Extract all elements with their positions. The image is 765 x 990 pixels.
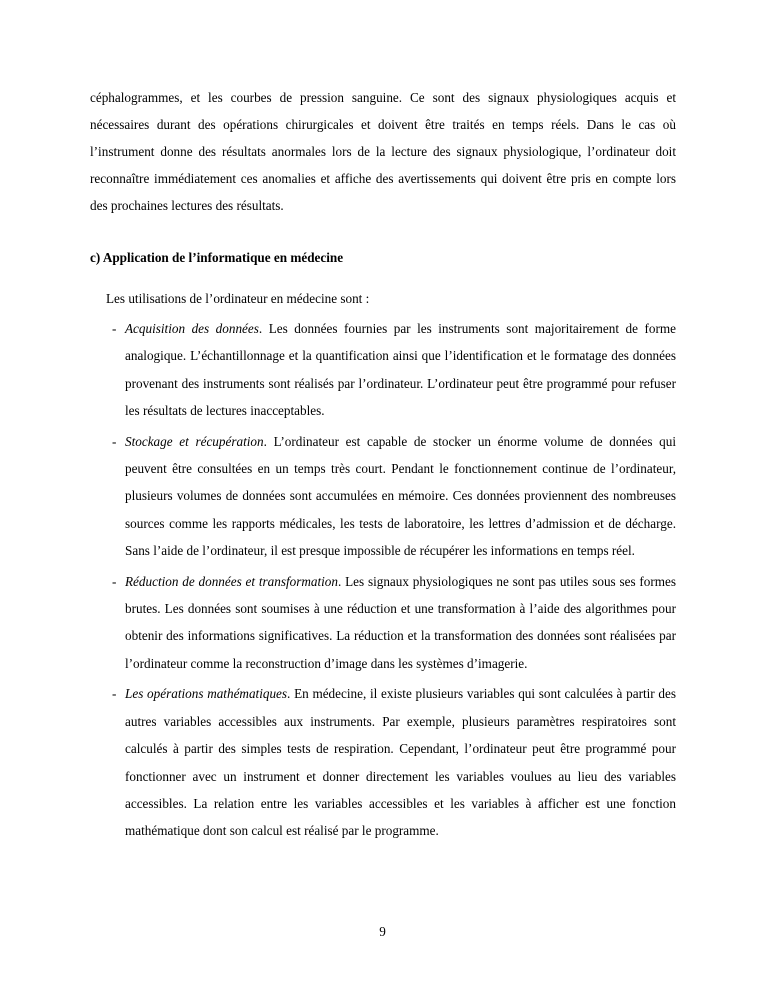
usage-list bbox=[90, 315, 676, 848]
item-text: . L’ordinateur est capable de stocker un énorme volume de données qui peuvent être consultées en un temps très court. Pendant le fonctionnement continue de l’ordinateur, plusieurs volumes de données sont accumulées en mémoire. Ces données proviennent des nombreuses sources comme les rapports médicales, les tests de laboratoire, les lettres d’admission et de décharge. Sans l’aide de l’ordinateur, il est presque impossible de récupérer les informations en temps réel. bbox=[125, 433, 676, 559]
section-heading: c) Application de l’informatique en médecine bbox=[90, 250, 344, 265]
list-item-reduction bbox=[90, 568, 676, 678]
bullet-marker: - bbox=[112, 573, 117, 589]
list-item-acquisition bbox=[90, 315, 676, 425]
opening-paragraph: céphalogrammes, et les courbes de pression sanguine. Ce sont des signaux physiologiques acquis et nécessaires durant des opérations chirurgicales et doivent être traités en temps réels. Dans le cas où l’instrument donne des résultats anormales lors de la lecture des signaux physiologique, l’ordinateur doit reconnaître immédiatement ces anomalies et affiche des avertissements qui doivent être pris en compte lors des prochaines lectures des résultats. bbox=[90, 90, 676, 213]
list-item-storage bbox=[90, 428, 676, 565]
item-term: Stockage et récupération bbox=[125, 433, 264, 449]
item-text: . En médecine, il existe plusieurs variables qui sont calculées à partir des autres variables accessibles aux instruments. Par exemple, plusieurs paramètres respiratoires sont calculés à partir des simples tests de respiration. Cependant, l’ordinateur peut être programmé pour fonctionner avec un instrument et donner directement les variables voulues au lieu des variables accessibles. La relation entre les variables accessibles et les variables à afficher est une fonction mathématique dont son calcul est réalisé par le programme. bbox=[125, 686, 676, 839]
bullet-marker: - bbox=[112, 433, 117, 449]
item-text: . Les signaux physiologiques ne sont pas utiles sous ses formes brutes. Les données sont soumises à une réduction et une transformation à l’aide des algorithmes pour obtenir des informations significatives. La réduction et la transformation des données sont réalisées par l’ordinateur comme la reconstruction d’image dans les systèmes d’imagerie. bbox=[125, 573, 677, 671]
bullet-marker: - bbox=[112, 686, 117, 702]
page-number: 9 bbox=[379, 924, 386, 939]
list-intro: Les utilisations de l’ordinateur en médecine sont : bbox=[106, 291, 370, 306]
item-term: Les opérations mathématiques bbox=[125, 686, 288, 702]
item-text: . Les données fournies par les instruments sont majoritairement de forme analogique. L’échantillonnage et la quantification ainsi que l’identification et le formatage des données provenant des instruments sont réalisés par l’ordinateur. L’ordinateur peut être programmé pour refuser les résultats de lectures inacceptables. bbox=[125, 321, 676, 419]
bullet-marker: - bbox=[112, 321, 117, 336]
item-term: Réduction de données et transformation bbox=[125, 573, 338, 589]
item-term: Acquisition des données bbox=[125, 321, 259, 336]
list-item-math bbox=[90, 680, 676, 844]
